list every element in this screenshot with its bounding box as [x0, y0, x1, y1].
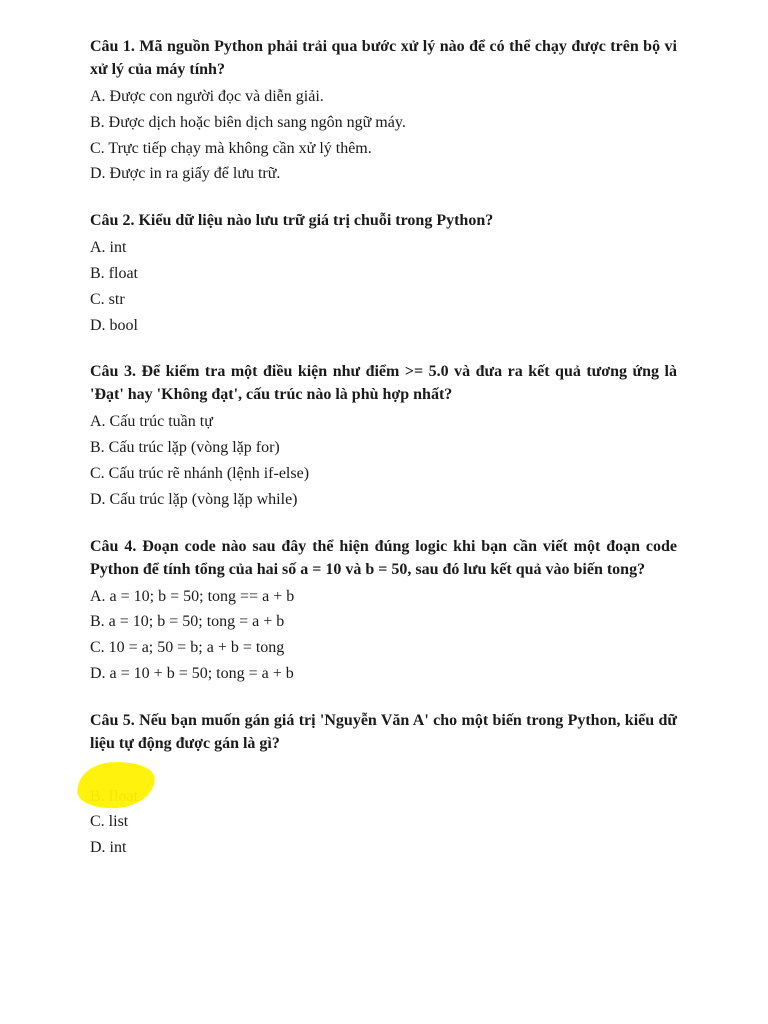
option-d: D. int — [90, 839, 127, 857]
option-d: D. a = 10 + b = 50; tong = a + b — [90, 664, 294, 682]
option-c: C. Cấu trúc rẽ nhánh (lệnh if-else) — [90, 464, 310, 482]
question-title: Câu 4. Đoạn code nào sau đây thể hiện đúng logic khi bạn cần viết một đoạn code Python để tính tổng của hai số a = 10 và b = 50, sau đó lưu kết quả vào biến tong? — [90, 537, 677, 578]
question-title: Câu 1. Mã nguồn Python phải trải qua bước xử lý nào để có thể chạy được trên bộ vi xử lý của máy tính? — [90, 38, 677, 78]
question-3 — [90, 360, 677, 512]
option-a: A. Được con người đọc và diễn giải. — [90, 88, 324, 105]
option-a: A. Cấu trúc tuần tự — [90, 413, 213, 431]
option-c: C. 10 = a; 50 = b; a + b = tong — [90, 639, 285, 657]
question-1 — [90, 35, 677, 187]
question-2 — [90, 209, 677, 338]
question-title: Câu 5. Nếu bạn muốn gán giá trị 'Nguyễn Văn A' cho một biến trong Python, kiểu dữ liệu tự động được gán là gì? — [90, 711, 677, 752]
option-a-obscured — [90, 758, 677, 784]
quiz-document — [90, 35, 677, 883]
option-b: B. Được dịch hoặc biên dịch sang ngôn ngữ máy. — [90, 113, 406, 131]
option-b: B. a = 10; b = 50; tong = a + b — [90, 613, 285, 631]
option-d: D. Được in ra giấy để lưu trữ. — [90, 165, 281, 183]
question-4 — [90, 535, 677, 687]
option-b — [90, 784, 677, 810]
option-c: C. str — [90, 290, 125, 308]
question-title: Câu 3. Để kiểm tra một điều kiện như điểm >= 5.0 và đưa ra kết quả tương ứng là 'Đạt' hay 'Không đạt', cấu trúc nào là phù hợp nhất? — [90, 363, 677, 404]
option-a: A. a = 10; b = 50; tong == a + b — [90, 587, 295, 605]
option-b: B. float — [90, 264, 138, 282]
question-5 — [90, 709, 677, 861]
option-c: C. list — [90, 813, 129, 831]
option-d: D. Cấu trúc lặp (vòng lặp while) — [90, 490, 298, 508]
option-a: A. int — [90, 239, 127, 257]
option-c: C. Trực tiếp chạy mà không cần xử lý thêm. — [90, 139, 372, 157]
question-title: Câu 2. Kiểu dữ liệu nào lưu trữ giá trị chuỗi trong Python? — [90, 212, 494, 230]
option-d: D. bool — [90, 316, 138, 334]
option-b: B. Cấu trúc lặp (vòng lặp for) — [90, 439, 280, 457]
